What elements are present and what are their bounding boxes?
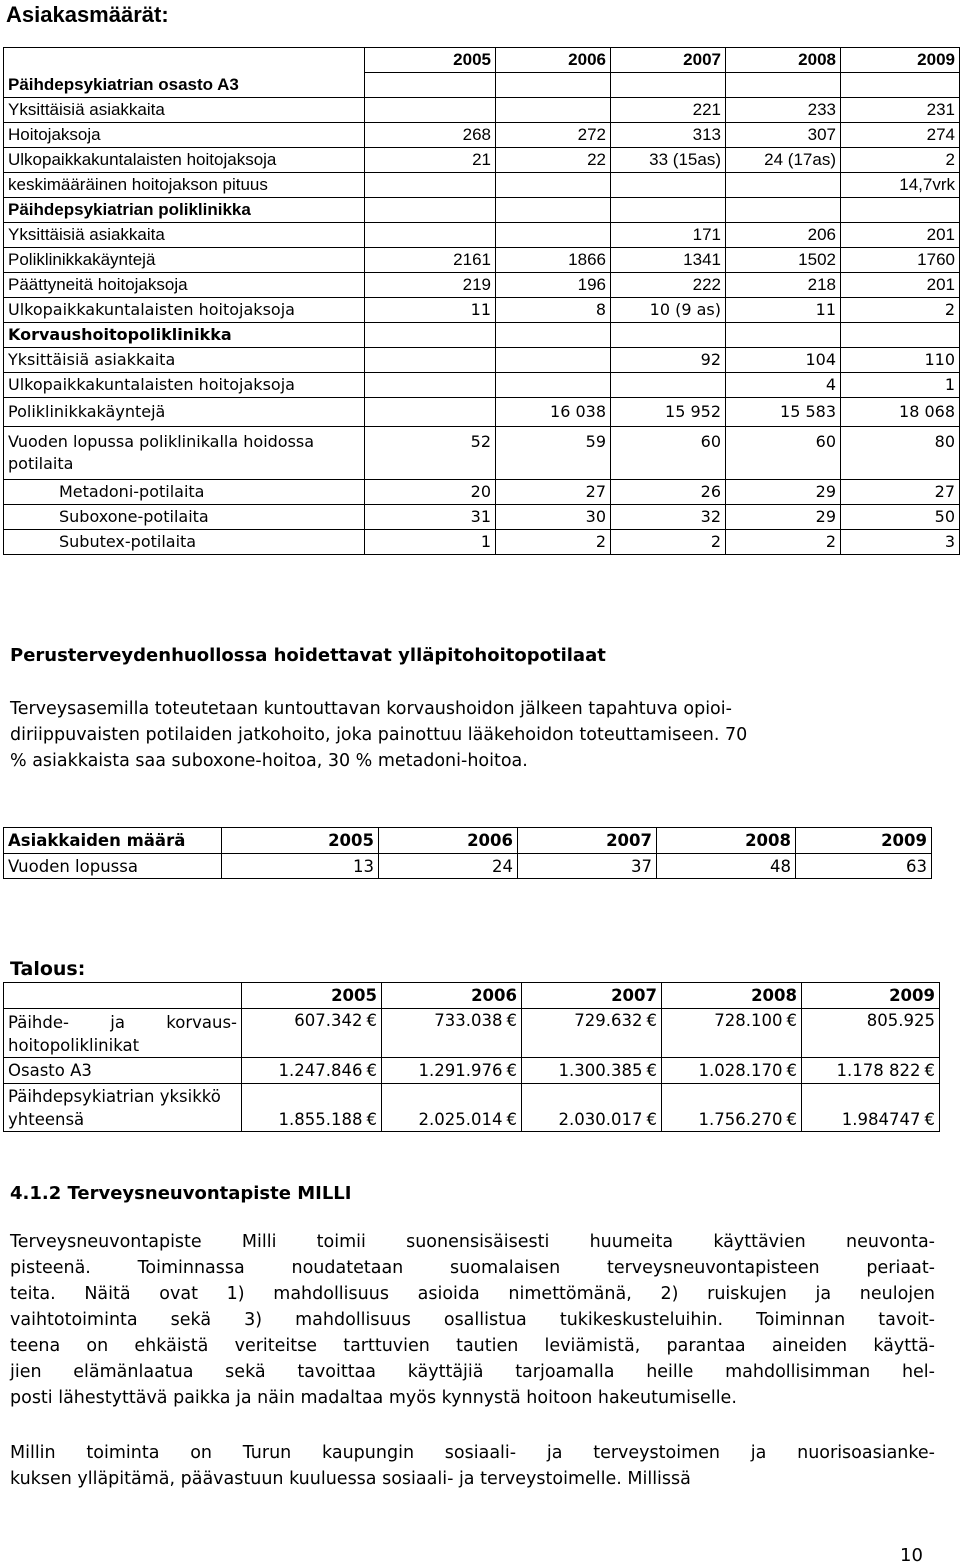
table-row: Poliklinikkakäyntejä 16 038 15 952 15 583 18 068 bbox=[4, 398, 960, 427]
row-label: Hoitojaksoja bbox=[4, 123, 365, 148]
table-row: Päättyneitä hoitojaksoja 219 196 222 218 201 bbox=[4, 273, 960, 298]
row-label: Ulkopaikkakuntalaisten hoitojaksoja bbox=[4, 373, 365, 398]
finance-table bbox=[3, 982, 940, 1132]
table-row: Hoitojaksoja 268 272 313 307 274 bbox=[4, 123, 960, 148]
table-row: Vuoden lopussa 13 24 37 48 63 bbox=[4, 854, 932, 879]
year-header: 2009 bbox=[841, 48, 960, 73]
euro-icon: € bbox=[506, 1061, 517, 1080]
table-row: Vuoden lopussa poliklinikalla hoidossa potilaita 52 59 60 60 80 bbox=[4, 427, 960, 480]
section-heading: Perusterveydenhuollossa hoidettavat ylläpitohoitopotilaat bbox=[10, 645, 606, 666]
paragraph: Millin toiminta on Turun kaupungin sosiaali- ja terveystoimen ja nuorisoasianke- kuksen ylläpitämä, päävastuun kuuluessa sosiaali- ja terveystoimelle. Millissä bbox=[10, 1443, 935, 1489]
euro-icon: € bbox=[366, 1061, 377, 1080]
table-row bbox=[4, 198, 960, 223]
table-row: Poliklinikkakäyntejä 2161 1866 1341 1502 1760 bbox=[4, 248, 960, 273]
euro-icon: € bbox=[924, 1110, 935, 1129]
client-counts-table bbox=[3, 47, 960, 555]
row-label: Ulkopaikkakuntalaisten hoitojaksoja bbox=[4, 148, 365, 173]
row-label: keskimääräinen hoitojakson pituus bbox=[4, 173, 365, 198]
table-row: Yksittäisiä asiakkaita 171 206 201 bbox=[4, 223, 960, 248]
table-row: Metadoni-potilaita 20 27 26 29 27 bbox=[4, 480, 960, 505]
euro-icon: € bbox=[506, 1110, 517, 1129]
page-number: 10 bbox=[900, 1545, 923, 1566]
section-label: Päihdepsykiatrian osasto A3 bbox=[4, 73, 365, 98]
table-row: Päihdepsykiatrian yksikkö yhteensä 1.855.188 € 2.025.014 € 2.030.017 € 1.756.270 € 1.984747 € bbox=[4, 1084, 940, 1132]
table-row: Yksittäisiä asiakkaita 92 104 110 bbox=[4, 348, 960, 373]
euro-icon: € bbox=[786, 1011, 797, 1030]
table-row: Suboxone-potilaita 31 30 32 29 50 bbox=[4, 505, 960, 530]
table-row: Ulkopaikkakuntalaisten hoitojaksoja 11 8 10 (9 as) 11 2 bbox=[4, 298, 960, 323]
table-row: Päihde- ja korvaus-hoitopoliklinikat 607.342 € 733.038 € 729.632 € 728.100 € 805.925 bbox=[4, 1009, 940, 1058]
page-title: Asiakasmäärät: bbox=[6, 2, 169, 27]
year-header: 2006 bbox=[496, 48, 611, 73]
table-row: Subutex-potilaita 1 2 2 2 3 bbox=[4, 530, 960, 555]
row-label: Metadoni-potilaita bbox=[4, 480, 365, 505]
row-label: Subutex-potilaita bbox=[4, 530, 365, 555]
euro-icon: € bbox=[646, 1061, 657, 1080]
table-row: keskimääräinen hoitojakson pituus 14,7vrk bbox=[4, 173, 960, 198]
table-row bbox=[4, 323, 960, 348]
table-header-row bbox=[4, 48, 960, 73]
row-label: Yksittäisiä asiakkaita bbox=[4, 348, 365, 373]
table-row: Yksittäisiä asiakkaita 221 233 231 bbox=[4, 98, 960, 123]
section-heading: 4.1.2 Terveysneuvontapiste MILLI bbox=[10, 1183, 352, 1204]
section-label: Päihdepsykiatrian poliklinikka bbox=[4, 198, 365, 223]
row-label: Poliklinikkakäyntejä bbox=[4, 248, 365, 273]
table-row bbox=[4, 73, 960, 98]
euro-icon: € bbox=[506, 1011, 517, 1030]
table-row: Ulkopaikkakuntalaisten hoitojaksoja 4 1 bbox=[4, 373, 960, 398]
row-label: Päättyneitä hoitojaksoja bbox=[4, 273, 365, 298]
table-header-row: 2005 2006 2007 2008 2009 bbox=[4, 983, 940, 1009]
row-label: Poliklinikkakäyntejä bbox=[4, 398, 365, 427]
paragraph: Terveysneuvontapiste Milli toimii suonensisäisesti huumeita käyttävien neuvonta- pisteenä. Toiminnassa noudatetaan suomalaisen terveysneuvontapisteen periaat- teita. Näitä ovat 1) mahdollisuus asioida nimettömänä, 2) ruiskujen ja neulojen vaihtotoiminta sekä 3) mahdollisuus osallistua tukikeskusteluihin. Toiminnan tavoit- teena on ehkäistä veriteitse tarttuvien tautien leviämistä, parantaa aineiden käyttä- jien elämänlaatua sekä tavoittaa käyttäjiä tarjoamalla heille mahdollisimman hel- posti lähestyttävä paikka ja näin madaltaa myös kynnystä hoitoon hakeutumiselle. bbox=[10, 1232, 935, 1408]
row-label: Vuoden lopussa poliklinikalla hoidossa potilaita bbox=[4, 427, 365, 480]
year-header: 2008 bbox=[726, 48, 841, 73]
maintenance-clients-table bbox=[3, 827, 932, 879]
table-row: Osasto A3 1.247.846 € 1.291.976 € 1.300.385 € 1.028.170 € 1.178 822 € bbox=[4, 1058, 940, 1084]
table-row: Ulkopaikkakuntalaisten hoitojaksoja 21 22 33 (15as) 24 (17as) 2 bbox=[4, 148, 960, 173]
paragraph: Terveysasemilla toteutetaan kuntouttavan korvaushoidon jälkeen tapahtuva opioi- diriippuvaisten potilaiden jatkohoito, joka painottuu lääkehoidon toteuttamiseen. 70 % asiakkaista saa suboxone-hoitoa, 30 % metadoni-hoitoa. bbox=[10, 699, 748, 771]
euro-icon: € bbox=[786, 1061, 797, 1080]
row-label: Yksittäisiä asiakkaita bbox=[4, 223, 365, 248]
section-heading: Talous: bbox=[10, 958, 86, 980]
row-label: Yksittäisiä asiakkaita bbox=[4, 98, 365, 123]
euro-icon: € bbox=[646, 1110, 657, 1129]
row-label: Suboxone-potilaita bbox=[4, 505, 365, 530]
year-header: 2005 bbox=[365, 48, 496, 73]
row-label: Ulkopaikkakuntalaisten hoitojaksoja bbox=[4, 298, 365, 323]
table-header-row: Asiakkaiden määrä 2005 2006 2007 2008 2009 bbox=[4, 828, 932, 854]
year-header: 2007 bbox=[611, 48, 726, 73]
euro-icon: € bbox=[924, 1061, 935, 1080]
euro-icon: € bbox=[366, 1011, 377, 1030]
euro-icon: € bbox=[646, 1011, 657, 1030]
section-label: Korvaushoitopoliklinikka bbox=[4, 323, 365, 348]
euro-icon: € bbox=[366, 1110, 377, 1129]
euro-icon: € bbox=[786, 1110, 797, 1129]
